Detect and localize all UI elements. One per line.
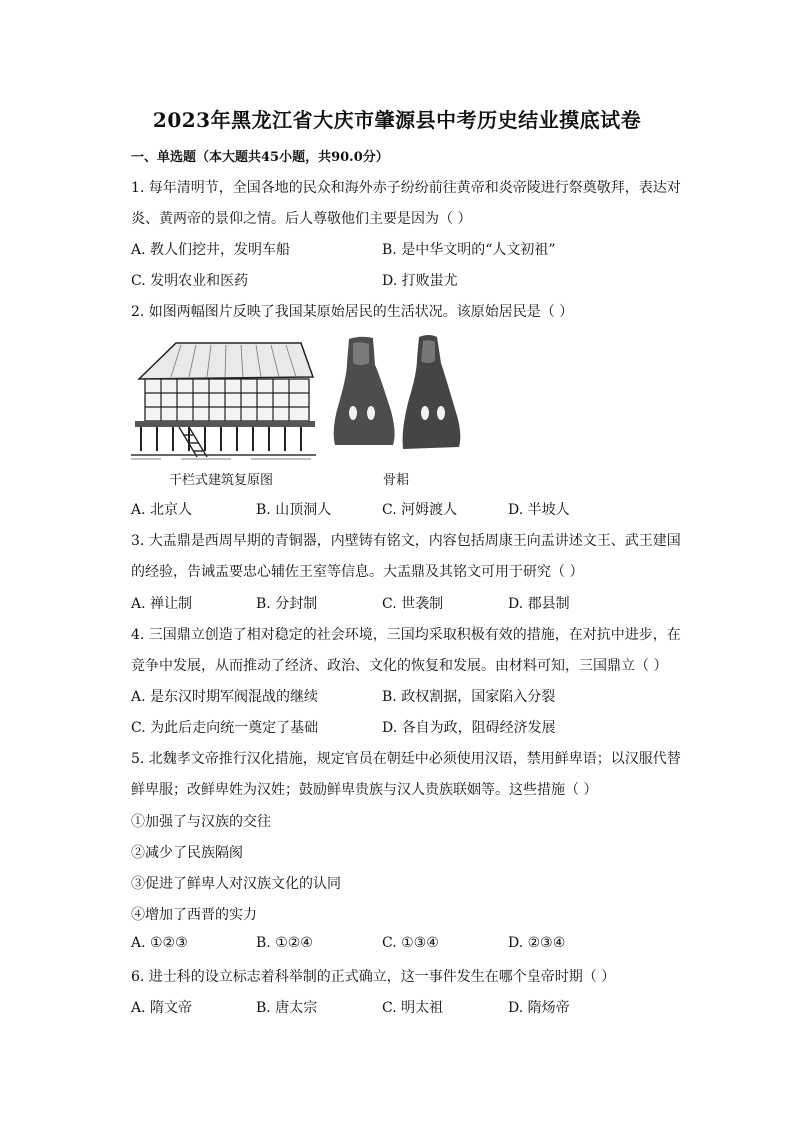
q5-text-line1: 5. 北魏孝文帝推行汉化措施，规定官员在朝廷中必须使用汉语，禁用鲜卑语；以汉服代替 <box>131 751 681 767</box>
q5-option-a: A. ①②③ <box>131 935 188 951</box>
q1-text-line1: 1. 每年清明节，全国各地的民众和海外赤子纷纷前往黄帝和炎帝陵进行祭奠敬拜，表达对 <box>131 180 681 196</box>
q3-option-a: A. 禅让制 <box>131 596 193 612</box>
q2-option-a: A. 北京人 <box>131 502 193 518</box>
q3-text-line2: 的经验，告诫盂要忠心辅佐王室等信息。大盂鼎及其铭文可用于研究（ ） <box>131 564 584 580</box>
q3-option-c: C. 世袭制 <box>382 596 444 612</box>
q1-option-b: B. 是中华文明的“人文初祖” <box>382 242 556 258</box>
stilt-house-illustration <box>131 339 316 461</box>
q2-text-line1: 2. 如图两幅图片反映了我国某原始居民的生活状况。该原始居民是（ ） <box>131 304 574 320</box>
page-title: 2023年黑龙江省大庆市肇源县中考历史结业摸底试卷 <box>152 108 642 132</box>
q2-option-d: D. 半坡人 <box>508 502 570 518</box>
q4-option-d: D. 各自为政，阻碍经济发展 <box>382 720 556 736</box>
q5-text-line2: 鲜卑服；改鲜卑姓为汉姓；鼓励鲜卑贵族与汉人贵族联姻等。这些措施（ ） <box>131 782 598 798</box>
q2-figure <box>131 333 491 493</box>
q1-option-a: A. 教人们挖井，发明车船 <box>131 242 291 258</box>
q2-caption-right: 骨耜 <box>383 473 410 488</box>
q6-option-a: A. 隋文帝 <box>131 1000 193 1016</box>
q5-option-b: B. ①②④ <box>256 935 313 951</box>
q5-item-3: ③促进了鲜卑人对汉族文化的认同 <box>131 876 341 892</box>
q1-option-c: C. 发明农业和医药 <box>131 273 249 289</box>
q4-text-line2: 竞争中发展，从而推动了经济、政治、文化的恢复和发展。由材料可知，三国鼎立（ ） <box>131 658 668 674</box>
q6-option-d: D. 隋炀帝 <box>508 1000 570 1016</box>
q3-option-b: B. 分封制 <box>256 596 318 612</box>
q5-option-d: D. ②③④ <box>508 935 566 951</box>
q5-item-1: ①加强了与汉族的交往 <box>131 814 271 830</box>
q6-text-line1: 6. 进士科的设立标志着科举制的正式确立，这一事件发生在哪个皇帝时期（ ） <box>131 969 616 985</box>
q3-text-line1: 3. 大盂鼎是西周早期的青铜器，内壁铸有铭文，内容包括周康王向盂讲述文王、武王建国 <box>131 533 681 549</box>
q1-option-d: D. 打败蚩尤 <box>382 273 458 289</box>
q4-option-c: C. 为此后走向统一奠定了基础 <box>131 720 319 736</box>
q5-item-4: ④增加了西晋的实力 <box>131 907 257 923</box>
q4-option-a: A. 是东汉时期军阀混战的继续 <box>131 689 319 705</box>
q4-text-line1: 4. 三国鼎立创造了相对稳定的社会环境，三国均采取积极有效的措施，在对抗中进步，在 <box>131 627 681 643</box>
q2-option-b: B. 山顶洞人 <box>256 502 332 518</box>
q5-option-c: C. ①③④ <box>382 935 439 951</box>
q2-caption-left: 干栏式建筑复原图 <box>169 473 274 488</box>
bone-spade-illustration <box>331 333 481 453</box>
q6-option-c: C. 明太祖 <box>382 1000 444 1016</box>
q4-option-b: B. 政权割据，国家陷入分裂 <box>382 689 556 705</box>
section-heading: 一、单选题（本大题共45小题，共90.0分） <box>131 150 389 165</box>
q5-item-2: ②减少了民族隔阂 <box>131 845 243 861</box>
q6-option-b: B. 唐太宗 <box>256 1000 318 1016</box>
q3-option-d: D. 郡县制 <box>508 596 570 612</box>
q2-option-c: C. 河姆渡人 <box>382 502 458 518</box>
q1-text-line2: 炎、黄两帝的景仰之情。后人尊敬他们主要是因为（ ） <box>131 211 472 227</box>
